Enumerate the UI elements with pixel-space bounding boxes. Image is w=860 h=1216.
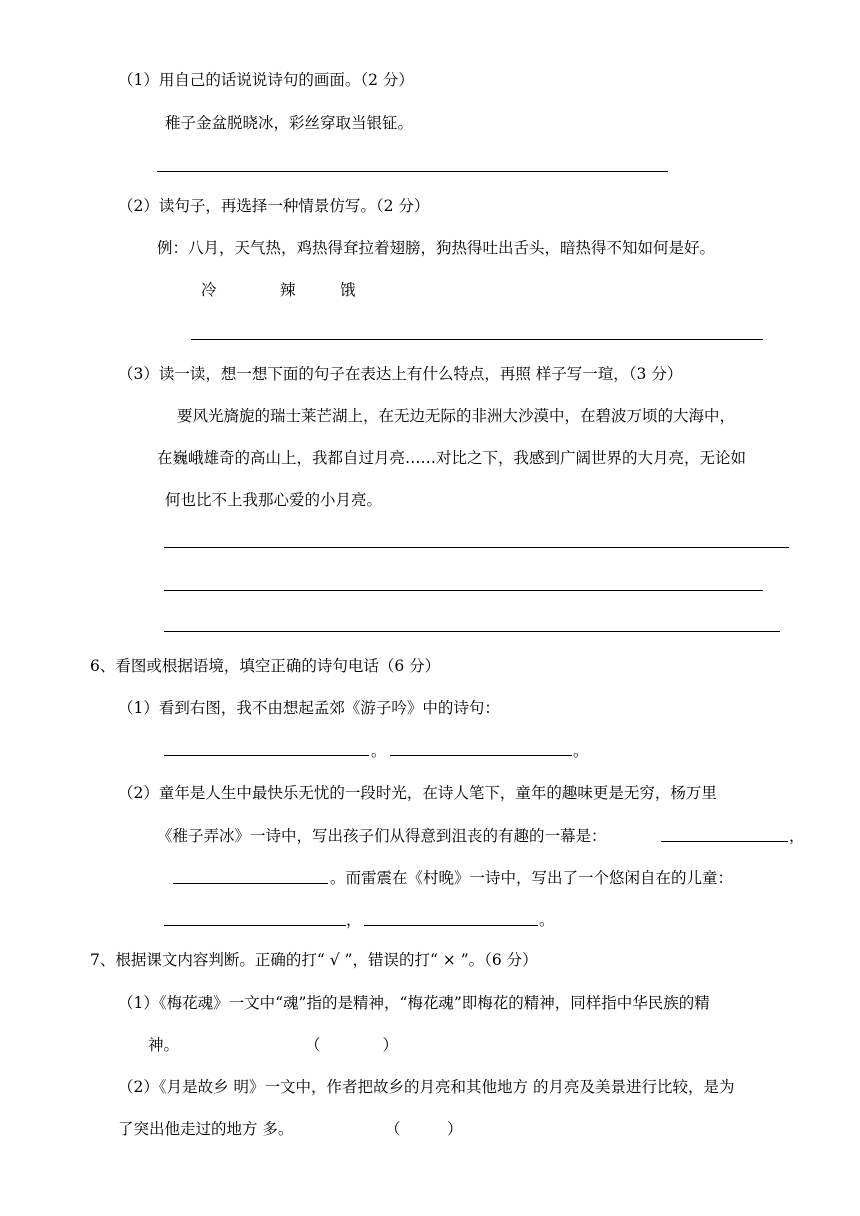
q5-part3-prompt: （3）读一读，想一想下面的句子在表达上有什么特点，再照 样子写一瑄，（3 分）: [118, 365, 683, 383]
q7-part1-line2: 神。: [148, 1036, 180, 1054]
q6-part2-comma-2: ，: [346, 911, 362, 929]
q6-part1-blank-2[interactable]: [390, 755, 572, 756]
q5-part1-answer-line[interactable]: [157, 171, 668, 172]
q5-part3-answer-line-1[interactable]: [164, 547, 789, 548]
q6-part2-blank-4[interactable]: [364, 925, 538, 926]
q6-part2-line1: （2）童年是人生中最快乐无忧的一段时光，在诗人笔下，童年的趣味更是无穷，杨万里: [118, 784, 717, 802]
q5-part3-answer-line-3[interactable]: [164, 631, 780, 632]
q7-part1-line1: （1）《梅花魂》一文中“魂”指的是精神，“梅花魂”即梅花的精神，同样指中华民族的精: [118, 994, 710, 1012]
q6-part2-line3: 。而雷震在《村晚》一诗中，写出了一个悠闲自在的儿童：: [330, 869, 734, 887]
q6-part1-mark-1: 。: [371, 742, 387, 760]
q5-part2-option-spicy: 辣: [280, 281, 296, 299]
q7-part2-answer-parens[interactable]: （ ）: [385, 1120, 463, 1138]
q5-part3-passage-line1: 要风光旖旎的瑞士莱芒湖上，在无边无际的非洲大沙漠中，在碧波万顷的大海中，: [177, 407, 736, 425]
q7-part2-line2: 了突出他走过的地方 多。: [118, 1120, 294, 1138]
q5-part3-passage-line2: 在巍峨雄奇的高山上，我都自过月亮……对比之下，我感到广阔世界的大月亮，无论如: [157, 449, 747, 467]
q5-part3-passage-line3: 何也比不上我那心爱的小月亮。: [165, 491, 383, 509]
q5-part1-poem: 稚子金盆脱晓冰，彩丝穿取当银钲。: [165, 114, 414, 132]
q7-heading: 7、根据课文内容判断。正确的打“ √ ”，错误的打“ × ”。（6 分）: [90, 951, 538, 969]
q6-part2-line2: 《稚子弄冰》一诗中，写出孩子们从得意到沮丧的有趣的一幕是：: [157, 827, 607, 845]
q5-part2-option-hungry: 饿: [340, 281, 356, 299]
q5-part1-prompt: （1）用自己的话说说诗句的画面。（2 分）: [118, 71, 414, 89]
q6-part1-blank-1[interactable]: [164, 755, 369, 756]
q5-part2-answer-line[interactable]: [191, 339, 763, 340]
q6-heading: 6、看图或根据语境，填空正确的诗句电话（6 分）: [90, 657, 441, 675]
q5-part3-answer-line-2[interactable]: [164, 590, 763, 591]
q6-part1-mark-2: 。: [573, 742, 589, 760]
q6-part2-blank-2[interactable]: [173, 883, 328, 884]
q5-part2-option-cold: 冷: [201, 281, 217, 299]
q6-part2-blank-1[interactable]: [661, 841, 788, 842]
q7-part2-line1: （2）《月是故乡 明》一文中，作者把故乡的月亮和其他地方 的月亮及美景进行比较，是为: [118, 1078, 735, 1096]
q5-part2-example: 例：八月，天气热，鸡热得耷拉着翅膀，狗热得吐出舌头，暗热得不知如何是好。: [157, 239, 716, 257]
q6-part2-comma-1: ，: [789, 827, 805, 845]
q7-part1-answer-parens[interactable]: （ ）: [305, 1036, 399, 1054]
q6-part2-blank-3[interactable]: [164, 925, 346, 926]
q6-part1-prompt: （1）看到右图，我不由想起孟郊《游子吟》中的诗句：: [118, 699, 500, 717]
q6-part2-period: 。: [539, 911, 555, 929]
q5-part2-prompt: （2）读句子，再选择一种情景仿写。（2 分）: [118, 197, 430, 215]
